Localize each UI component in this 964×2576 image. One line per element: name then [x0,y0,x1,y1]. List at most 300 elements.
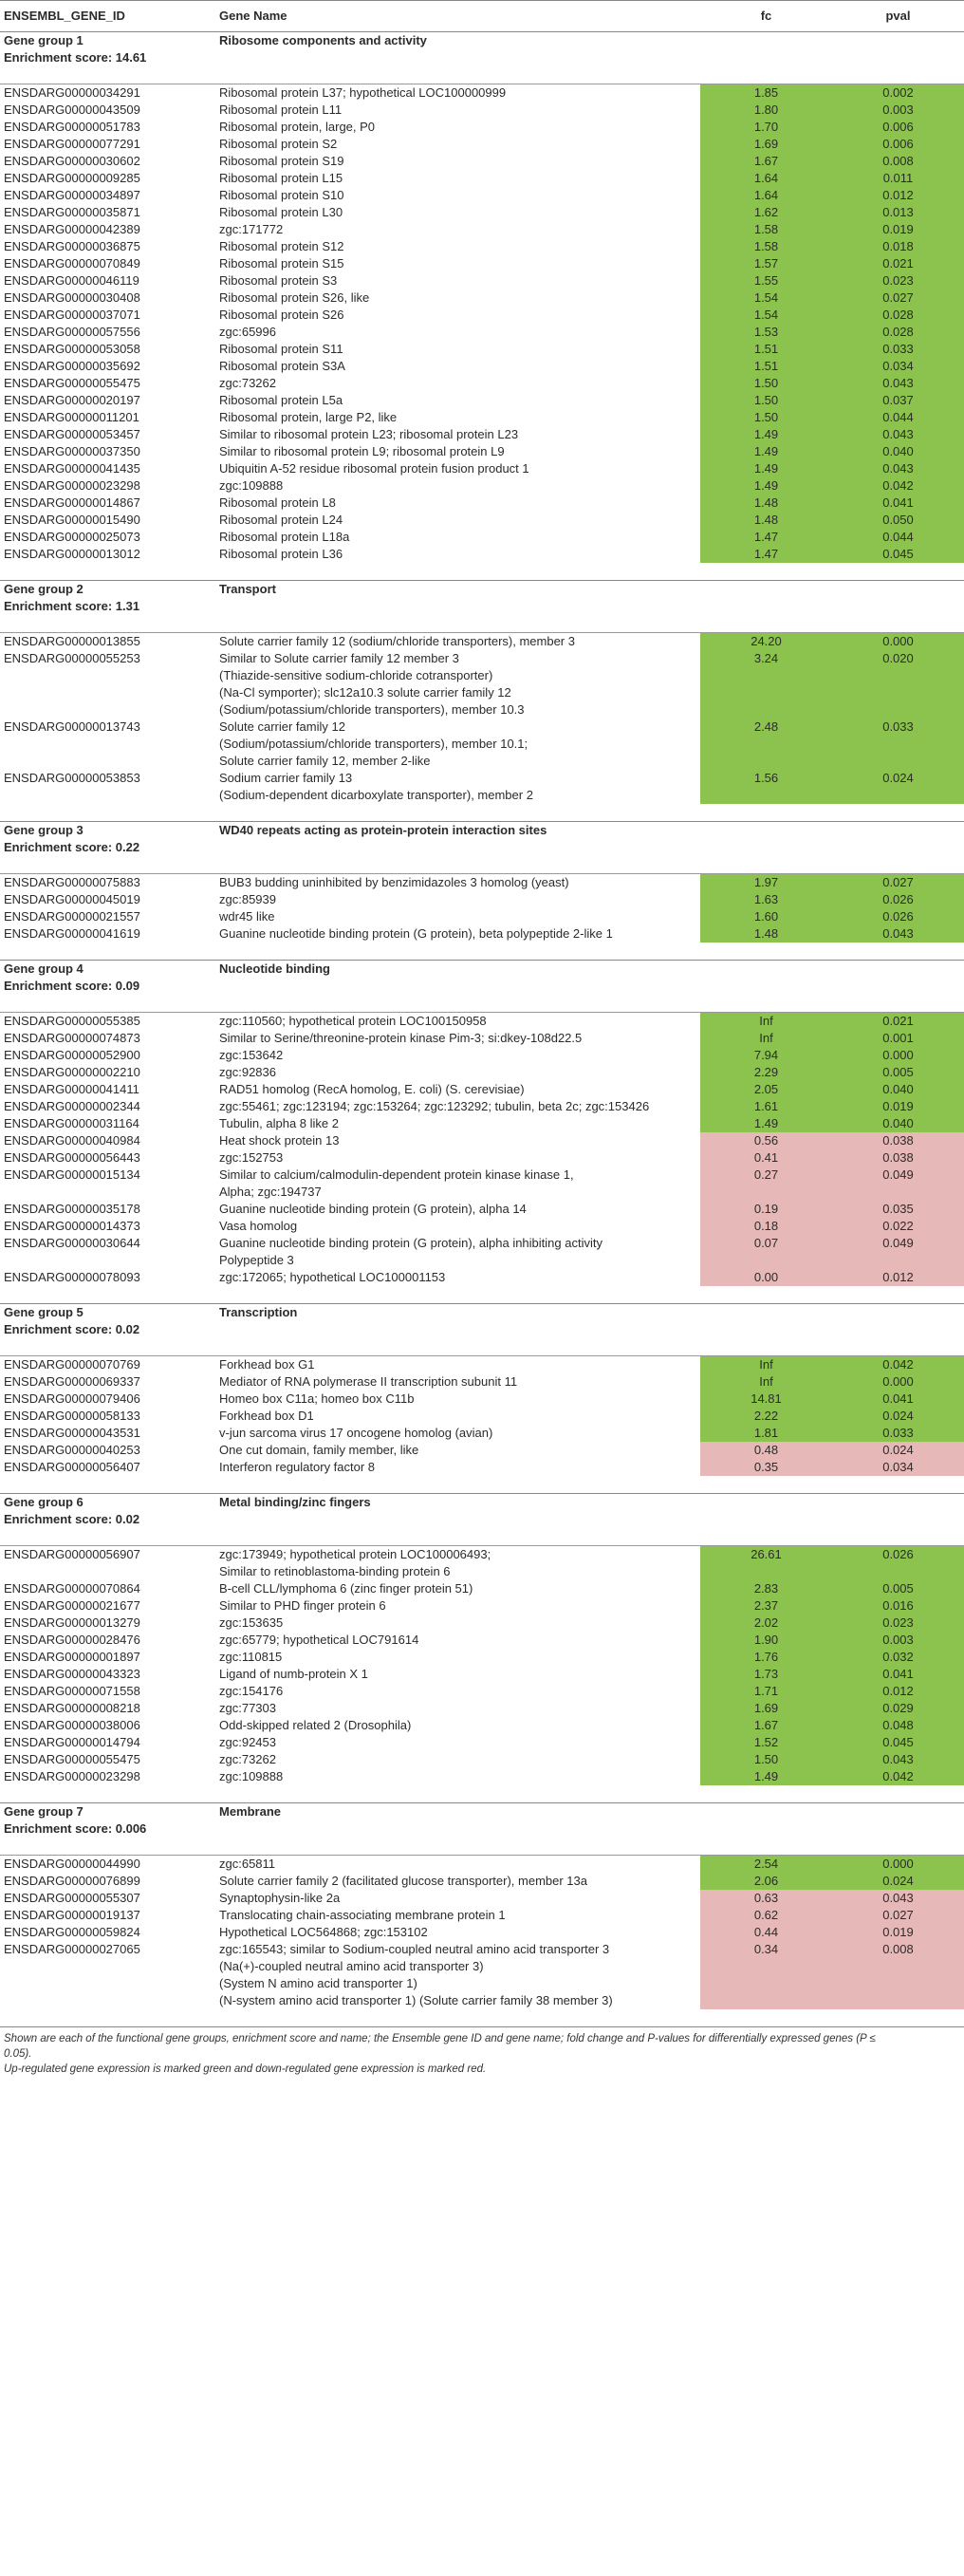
gene-id [0,1252,217,1269]
table-row [0,719,964,736]
fold-change [700,787,832,804]
gene-name: Ribosomal protein S10 [219,188,344,202]
gene-name: (Na-Cl symporter); slc12a10.3 solute carrier family 12 [219,685,511,700]
p-value: 0.035 [832,1201,964,1218]
table-row [0,891,964,908]
table-row [0,1597,964,1615]
gene-name: Ligand of numb-protein X 1 [219,1667,368,1681]
group-score-row [0,978,964,995]
fold-change: 1.97 [700,874,832,892]
p-value: 0.043 [832,426,964,443]
group-score-row [0,49,964,66]
fold-change: 1.49 [700,1115,832,1132]
fold-change: 2.48 [700,719,832,736]
fold-change: 2.29 [700,1064,832,1081]
table-row [0,136,964,153]
gene-id: ENSDARG00000070849 [4,256,140,271]
p-value: 0.043 [832,1890,964,1907]
gene-name: Tubulin, alpha 8 like 2 [219,1116,339,1130]
fold-change: Inf [700,1013,832,1031]
gene-name: Ribosomal protein L24 [219,513,343,527]
p-value [832,1252,964,1269]
header-pval: pval [832,1,964,32]
table-row [0,1683,964,1700]
table-row [0,495,964,512]
gene-name: Ribosomal protein L37; hypothetical LOC100000999 [219,85,507,100]
gene-id: ENSDARG00000053058 [4,342,140,356]
p-value: 0.040 [832,443,964,460]
fold-change: 0.35 [700,1459,832,1476]
table-row [0,153,964,170]
group-title: Membrane [217,1803,700,1821]
table-row [0,204,964,221]
gene-id: ENSDARG00000041411 [4,1082,139,1096]
gene-id: ENSDARG00000059824 [4,1925,140,1939]
fold-change: 1.80 [700,102,832,119]
table-row [0,1149,964,1167]
gene-name: Homeo box C11a; homeo box C11b [219,1391,415,1406]
p-value: 0.024 [832,1442,964,1459]
table-row [0,1047,964,1064]
fold-change: 26.61 [700,1546,832,1564]
fold-change: 1.54 [700,307,832,324]
gene-id: ENSDARG00000079406 [4,1391,140,1406]
gene-id: ENSDARG00000053853 [4,771,140,785]
p-value: 0.024 [832,1873,964,1890]
gene-id: ENSDARG00000014794 [4,1735,140,1749]
p-value: 0.000 [832,1047,964,1064]
table-row [0,1700,964,1717]
table-footnote [0,2026,964,2077]
fold-change: 1.57 [700,255,832,272]
gene-id [0,667,217,684]
gene-name: zgc:92453 [219,1735,276,1749]
gene-name: Sodium carrier family 13 [219,771,353,785]
gene-id: ENSDARG00000019137 [4,1908,140,1922]
p-value: 0.048 [832,1717,964,1734]
p-value [832,753,964,770]
table-row-continuation [0,1184,964,1201]
gene-name: Ribosomal protein L15 [219,171,343,185]
table-row [0,1167,964,1184]
gene-name: Ribosomal protein S15 [219,256,344,271]
fold-change: 2.22 [700,1408,832,1425]
p-value: 0.044 [832,409,964,426]
gene-name: Interferon regulatory factor 8 [219,1460,376,1474]
gene-id: ENSDARG00000078093 [4,1270,140,1284]
gene-id: ENSDARG00000043509 [4,103,140,117]
fold-change: 1.58 [700,221,832,238]
group-header-row [0,1494,964,1512]
table-row [0,1546,964,1564]
fold-change: 1.85 [700,84,832,103]
fold-change: 1.47 [700,529,832,546]
gene-id [0,736,217,753]
p-value: 0.003 [832,102,964,119]
gene-id: ENSDARG00000055475 [4,376,140,390]
p-value: 0.043 [832,375,964,392]
table-row [0,375,964,392]
gene-name: Ribosomal protein S26 [219,308,344,322]
gene-name: Ribosomal protein L18a [219,530,350,544]
fold-change: 2.37 [700,1597,832,1615]
gene-id: ENSDARG00000014867 [4,495,140,510]
p-value: 0.012 [832,187,964,204]
gene-name: Ribosomal protein L30 [219,205,343,219]
enrichment-score: Enrichment score: 0.02 [4,1512,140,1526]
table-row [0,1098,964,1115]
gene-id: ENSDARG00000056407 [4,1460,140,1474]
gene-name: zgc:110560; hypothetical protein LOC100150958 [219,1014,487,1028]
gene-name: zgc:171772 [219,222,284,236]
gene-id: ENSDARG00000013279 [4,1615,140,1630]
gene-id: ENSDARG00000001897 [4,1650,140,1664]
gene-id: ENSDARG00000056907 [4,1547,140,1561]
p-value: 0.028 [832,307,964,324]
group-title: Ribosome components and activity [219,33,427,47]
p-value [832,1563,964,1580]
enrichment-score: Enrichment score: 1.31 [4,599,140,613]
fold-change: 1.62 [700,204,832,221]
group-score-row [0,598,964,615]
table-row [0,477,964,495]
fold-change [700,753,832,770]
gene-name: Ribosomal protein S3 [219,273,338,288]
p-value: 0.023 [832,272,964,289]
fold-change: 0.34 [700,1941,832,1958]
p-value: 0.003 [832,1632,964,1649]
gene-name: (Na(+)-coupled neutral amino acid transporter 3) [219,1959,484,1973]
gene-name: zgc:165543; similar to Sodium-coupled neutral amino acid transporter 3 [219,1942,610,1956]
gene-id: ENSDARG00000034897 [4,188,140,202]
fold-change: 1.51 [700,358,832,375]
gene-name: Ribosomal protein S19 [219,154,344,168]
gene-name: Solute carrier family 12, member 2-like [219,754,431,768]
p-value: 0.033 [832,719,964,736]
gene-id: ENSDARG00000069337 [4,1374,140,1389]
p-value: 0.029 [832,1700,964,1717]
fold-change: 1.67 [700,153,832,170]
table-row [0,324,964,341]
gene-name: zgc:152753 [219,1150,284,1165]
group-label: Gene group 1 [4,33,83,47]
fold-change: 1.53 [700,324,832,341]
gene-name: Solute carrier family 12 (sodium/chloride transporters), member 3 [219,634,575,648]
gene-id: ENSDARG00000008218 [4,1701,140,1715]
gene-id: ENSDARG00000035871 [4,205,140,219]
enrichment-score: Enrichment score: 0.09 [4,979,140,993]
gene-name: Similar to ribosomal protein L9; ribosomal protein L9 [219,444,505,458]
gene-id: ENSDARG00000015490 [4,513,140,527]
fold-change [700,1958,832,1975]
table-row [0,1649,964,1666]
group-header-row [0,581,964,599]
gene-id [0,1184,217,1201]
fold-change: 2.05 [700,1081,832,1098]
table-row [0,272,964,289]
gene-id: ENSDARG00000040253 [4,1443,140,1457]
fold-change [700,701,832,719]
fold-change: 1.49 [700,443,832,460]
table-row [0,1632,964,1649]
gene-name: zgc:65811 [219,1857,276,1871]
fold-change: 1.52 [700,1734,832,1751]
gene-name: Solute carrier family 12 [219,719,345,734]
group-header-row [0,1304,964,1322]
p-value: 0.034 [832,1459,964,1476]
p-value: 0.043 [832,925,964,943]
gene-name: Similar to ribosomal protein L23; ribosomal protein L23 [219,427,519,441]
table-row [0,1734,964,1751]
fold-change: 0.56 [700,1132,832,1149]
table-row [0,460,964,477]
p-value [832,736,964,753]
fold-change [700,684,832,701]
gene-id: ENSDARG00000034291 [4,85,140,100]
gene-id: ENSDARG00000037350 [4,444,140,458]
table-row-continuation [0,1975,964,1992]
fold-change: 1.81 [700,1425,832,1442]
table-row [0,1115,964,1132]
gene-name: Ribosomal protein S11 [219,342,343,356]
table-row [0,874,964,892]
fold-change: 1.47 [700,546,832,563]
table-row [0,1717,964,1734]
table-row [0,529,964,546]
gene-id: ENSDARG00000043323 [4,1667,140,1681]
table-row-continuation [0,667,964,684]
p-value: 0.002 [832,84,964,103]
gene-id: ENSDARG00000051783 [4,120,140,134]
table-row [0,1064,964,1081]
fold-change [700,1975,832,1992]
fold-change: 1.49 [700,1768,832,1785]
gene-id: ENSDARG00000055385 [4,1014,140,1028]
p-value: 0.000 [832,1856,964,1874]
gene-id: ENSDARG00000027065 [4,1942,140,1956]
gene-id: ENSDARG00000036875 [4,239,140,253]
group-title: WD40 repeats acting as protein-protein interaction sites [217,822,700,840]
p-value: 0.020 [832,650,964,667]
table-row [0,770,964,787]
gene-name: Synaptophysin-like 2a [219,1891,341,1905]
p-value: 0.041 [832,495,964,512]
gene-id: ENSDARG00000041435 [4,461,140,476]
table-row [0,908,964,925]
p-value: 0.027 [832,1907,964,1924]
fold-change [700,736,832,753]
gene-name: zgc:73262 [219,1752,276,1766]
gene-name: zgc:55461; zgc:123194; zgc:153264; zgc:123292; tubulin, beta 2c; zgc:153426 [219,1099,650,1113]
table-row [0,546,964,563]
gene-name: zgc:110815 [219,1650,283,1664]
gene-id [0,1992,217,2009]
p-value: 0.024 [832,770,964,787]
gene-name: Similar to Solute carrier family 12 member 3 [219,651,459,665]
gene-name: zgc:173949; hypothetical protein LOC100006493; [219,1547,491,1561]
group-header-row [0,961,964,979]
footnote-line: Shown are each of the functional gene groups, enrichment score and name; the Ensemble gene ID and gene name; fold change and P-values for differentially expressed genes (P ≤ [4,2033,876,2044]
fold-change: Inf [700,1030,832,1047]
gene-name: Ribosomal protein S26, like [219,290,370,305]
gene-id: ENSDARG00000057556 [4,325,140,339]
p-value: 0.013 [832,204,964,221]
p-value: 0.033 [832,341,964,358]
gene-id: ENSDARG00000030602 [4,154,140,168]
fold-change: 0.41 [700,1149,832,1167]
fold-change: 2.83 [700,1580,832,1597]
gene-id: ENSDARG00000030408 [4,290,140,305]
gene-id [0,701,217,719]
table-row-continuation [0,1958,964,1975]
p-value: 0.019 [832,221,964,238]
fold-change: 1.70 [700,119,832,136]
table-row [0,1269,964,1286]
p-value: 0.038 [832,1132,964,1149]
fold-change: 1.49 [700,477,832,495]
gene-name: (Thiazide-sensitive sodium-chloride cotransporter) [219,668,493,682]
fold-change: 1.69 [700,136,832,153]
p-value: 0.016 [832,1597,964,1615]
gene-name: zgc:153635 [219,1615,284,1630]
fold-change: 1.76 [700,1649,832,1666]
table-row [0,1373,964,1391]
gene-name: Ribosomal protein L5a [219,393,343,407]
p-value: 0.034 [832,358,964,375]
table-row [0,1408,964,1425]
p-value: 0.027 [832,289,964,307]
fold-change: 0.48 [700,1442,832,1459]
table-row-continuation [0,684,964,701]
fold-change: 1.64 [700,170,832,187]
gene-name: Mediator of RNA polymerase II transcription subunit 11 [219,1374,518,1389]
fold-change: 2.54 [700,1856,832,1874]
gene-name: One cut domain, family member, like [219,1443,419,1457]
p-value: 0.026 [832,891,964,908]
gene-id: ENSDARG00000075883 [4,875,140,889]
group-label: Gene group 6 [0,1494,217,1512]
fold-change: Inf [700,1373,832,1391]
group-label: Gene group 2 [0,581,217,599]
p-value: 0.049 [832,1235,964,1252]
gene-id: ENSDARG00000055253 [4,651,140,665]
gene-id [0,1563,217,1580]
gene-name: RAD51 homolog (RecA homolog, E. coli) (S. cerevisiae) [219,1082,525,1096]
p-value [832,1958,964,1975]
group-header-row [0,822,964,840]
footnote-line: Up-regulated gene expression is marked green and down-regulated gene expression is marked red. [4,2063,487,2075]
p-value: 0.042 [832,1768,964,1785]
group-header-row [0,32,964,50]
header-ensembl-id: ENSEMBL_GENE_ID [0,1,217,32]
fold-change: 1.73 [700,1666,832,1683]
gene-name: zgc:153642 [219,1048,284,1062]
p-value: 0.000 [832,1373,964,1391]
fold-change: 1.55 [700,272,832,289]
gene-id: ENSDARG00000021677 [4,1598,140,1613]
p-value [832,1184,964,1201]
fold-change [700,1992,832,2009]
table-row [0,1013,964,1031]
gene-name: zgc:65779; hypothetical LOC791614 [219,1633,419,1647]
gene-name: (N-system amino acid transporter 1) (Solute carrier family 38 member 3) [219,1993,613,2007]
table-row-continuation [0,736,964,753]
gene-id: ENSDARG00000053457 [4,427,140,441]
enrichment-score: Enrichment score: 14.61 [4,50,147,65]
fold-change: 0.27 [700,1167,832,1184]
gene-name: zgc:109888 [219,1769,284,1783]
fold-change: 2.06 [700,1873,832,1890]
gene-name: Forkhead box D1 [219,1409,314,1423]
group-score-row [0,839,964,856]
gene-name: Ribosomal protein, large P2, like [219,410,398,424]
p-value: 0.040 [832,1081,964,1098]
table-row-continuation [0,1992,964,2009]
header-gene-name: Gene Name [217,1,700,32]
p-value [832,1975,964,1992]
gene-id [0,1975,217,1992]
gene-id: ENSDARG00000025073 [4,530,140,544]
p-value [832,787,964,804]
fold-change: 1.63 [700,891,832,908]
fold-change [700,1252,832,1269]
table-row [0,170,964,187]
group-label: Gene group 5 [0,1304,217,1322]
table-row [0,255,964,272]
gene-id: ENSDARG00000055475 [4,1752,140,1766]
fold-change: 0.62 [700,1907,832,1924]
group-score-row [0,1511,964,1528]
table-row [0,1235,964,1252]
table-row [0,1030,964,1047]
fold-change: 1.50 [700,409,832,426]
fold-change: 1.58 [700,238,832,255]
gene-id: ENSDARG00000046119 [4,273,139,288]
table-row-continuation [0,1563,964,1580]
table-header [0,1,964,32]
p-value: 0.021 [832,1013,964,1031]
table-row [0,1580,964,1597]
gene-name: Ribosomal protein L11 [219,103,343,117]
gene-id: ENSDARG00000035178 [4,1202,140,1216]
p-value: 0.011 [832,170,964,187]
gene-name: zgc:154176 [219,1684,284,1698]
fold-change: 0.44 [700,1924,832,1941]
gene-id: ENSDARG00000071558 [4,1684,140,1698]
fold-change: 1.48 [700,512,832,529]
gene-name: Alpha; zgc:194737 [219,1185,322,1199]
p-value: 0.027 [832,874,964,892]
p-value: 0.006 [832,119,964,136]
table-row [0,238,964,255]
gene-name: Guanine nucleotide binding protein (G protein), beta polypeptide 2-like 1 [219,926,613,941]
gene-id: ENSDARG00000011201 [4,410,139,424]
p-value: 0.000 [832,633,964,651]
gene-id: ENSDARG00000070864 [4,1581,140,1596]
gene-id: ENSDARG00000043531 [4,1426,140,1440]
table-row [0,443,964,460]
fold-change [700,1563,832,1580]
p-value: 0.038 [832,1149,964,1167]
gene-id: ENSDARG00000037071 [4,308,140,322]
table-row [0,409,964,426]
gene-name: Odd-skipped related 2 (Drosophila) [219,1718,412,1732]
table-row [0,1081,964,1098]
group-label: Gene group 7 [0,1803,217,1821]
fold-change: 1.48 [700,925,832,943]
table-row [0,925,964,943]
group-header-row [0,1803,964,1821]
